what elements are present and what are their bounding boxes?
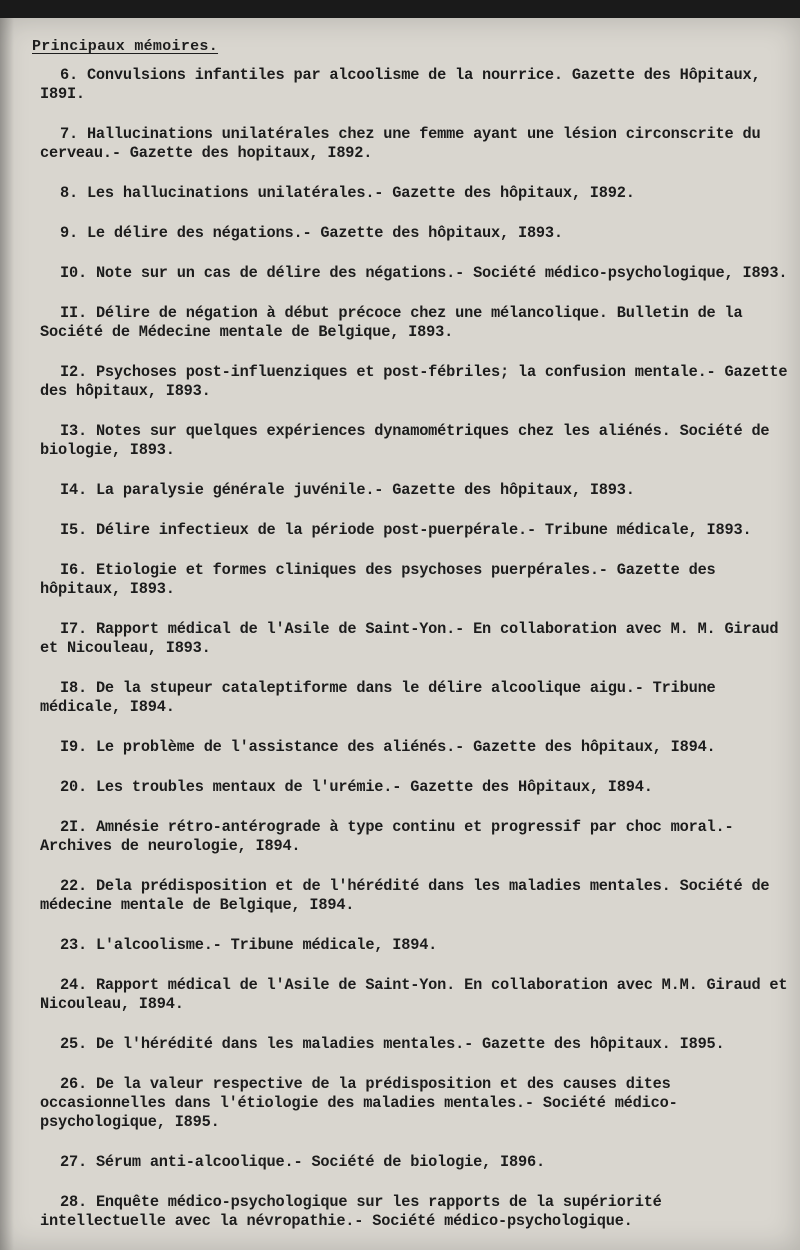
list-item: 20. Les troubles mentaux de l'urémie.- Gazette des Hôpitaux, I894.: [60, 778, 653, 796]
typed-page: [0, 18, 800, 1250]
list-item: 8. Les hallucinations unilatérales.- Gazette des hôpitaux, I892.: [60, 184, 635, 202]
list-item: 2I. Amnésie rétro-antérograde à type continu et progressif par choc moral.- Archives de neurologie, I894.: [40, 818, 734, 855]
list-item: I8. De la stupeur cataleptiforme dans le délire alcoolique aigu.- Tribune médicale, I894.: [40, 679, 716, 716]
list-item: 23. L'alcoolisme.- Tribune médicale, I894.: [60, 936, 438, 954]
list-item: I9. Le problème de l'assistance des aliénés.- Gazette des hôpitaux, I894.: [60, 738, 716, 756]
list-item: I5. Délire infectieux de la période post-puerpérale.- Tribune médicale, I893.: [60, 521, 752, 539]
list-item: 6. Convulsions infantiles par alcoolisme de la nourrice. Gazette des Hôpitaux, I89I.: [40, 66, 761, 103]
list-item: 9. Le délire des négations.- Gazette des hôpitaux, I893.: [60, 224, 563, 242]
list-item: 7. Hallucinations unilatérales chez une femme ayant une lésion circonscrite du cerveau.- Gazette des hopitaux, I892.: [40, 125, 761, 162]
page-edge-shadow: [0, 18, 14, 1250]
list-item: 26. De la valeur respective de la prédisposition et des causes dites occasionnelles dans l'étiologie des maladies mentales.- Société médico-psychologique, I895.: [40, 1075, 678, 1131]
list-item: I6. Etiologie et formes cliniques des psychoses puerpérales.- Gazette des hôpitaux, I893.: [40, 561, 716, 598]
list-item: I3. Notes sur quelques expériences dynamométriques chez les aliénés. Société de biologie, I893.: [40, 422, 770, 459]
list-item: I4. La paralysie générale juvénile.- Gazette des hôpitaux, I893.: [60, 481, 635, 499]
list-item: 27. Sérum anti-alcoolique.- Société de biologie, I896.: [60, 1153, 545, 1171]
list-item: 24. Rapport médical de l'Asile de Saint-Yon. En collaboration avec M.M. Giraud et Nicouleau, I894.: [40, 976, 788, 1013]
page-heading: Principaux mémoires.: [32, 38, 219, 55]
list-item: II. Délire de négation à début précoce chez une mélancolique. Bulletin de la Société de Médecine mentale de Belgique, I893.: [40, 304, 743, 341]
list-item: 22. Dela prédisposition et de l'hérédité dans les maladies mentales. Société de médecine mentale de Belgique, I894.: [40, 877, 770, 914]
list-item: I0. Note sur un cas de délire des négations.- Société médico-psychologique, I893.: [60, 264, 788, 282]
list-item: 25. De l'hérédité dans les maladies mentales.- Gazette des hôpitaux. I895.: [60, 1035, 725, 1053]
list-item: 28. Enquête médico-psychologique sur les rapports de la supériorité intellectuelle avec la névropathie.- Société médico-psychologique.: [40, 1193, 662, 1230]
list-item: I2. Psychoses post-influenziques et post-fébriles; la confusion mentale.- Gazette des hôpitaux, I893.: [40, 363, 788, 400]
entries-list: [40, 66, 792, 1250]
list-item: I7. Rapport médical de l'Asile de Saint-Yon.- En collaboration avec M. M. Giraud et Nicouleau, I893.: [40, 620, 779, 657]
